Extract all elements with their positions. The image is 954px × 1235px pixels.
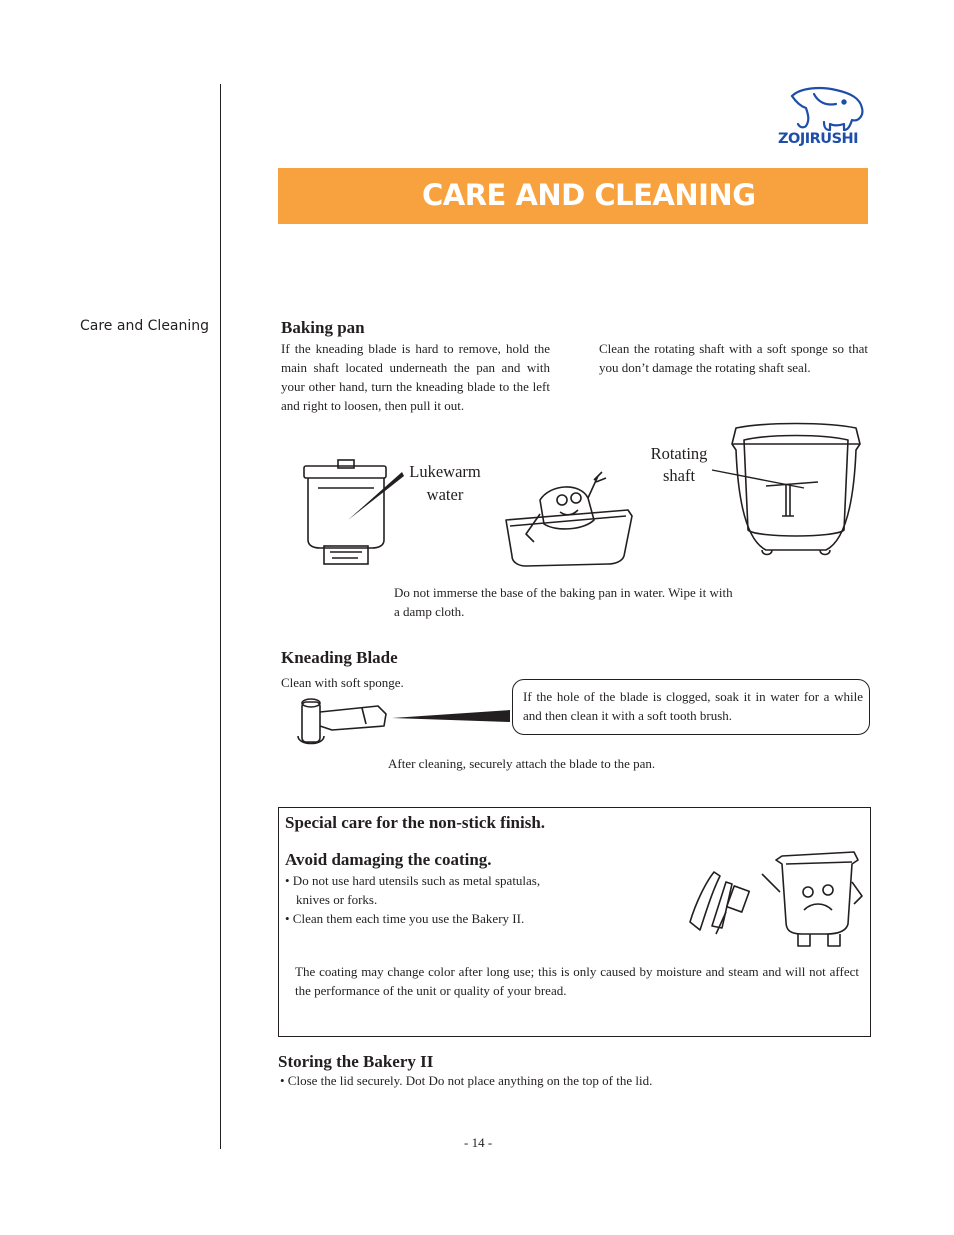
blade-pointer-line bbox=[392, 708, 512, 728]
utensils-and-pan-illustration bbox=[686, 842, 866, 952]
label-rotating: Rotating bbox=[650, 444, 708, 463]
page-title: CARE AND CLEANING bbox=[422, 178, 756, 212]
section-heading-kneading-blade: Kneading Blade bbox=[281, 648, 398, 667]
kneading-blade-instructions: Clean with soft sponge. bbox=[281, 675, 404, 690]
immerse-warning-line-1: Do not immerse the base of the baking pan in water. Wipe it with bbox=[394, 585, 733, 600]
shaft-pointer-line bbox=[710, 468, 810, 498]
label-lukewarm: Lukewarm bbox=[409, 462, 481, 481]
bullet-clean-each-time: • Clean them each time you use the Bakery II. bbox=[285, 911, 525, 926]
avoid-damage-heading: Avoid damaging the coating. bbox=[285, 850, 492, 869]
kneading-blade-illustration bbox=[292, 696, 402, 752]
cartoon-pan-basin-illustration bbox=[500, 470, 640, 570]
sidebar-divider bbox=[220, 84, 221, 1149]
logo-wordmark: ZOJIRUSHI bbox=[778, 131, 859, 147]
pan-water-illustration bbox=[298, 458, 408, 568]
sidebar-item-care-and-cleaning[interactable]: Care and Cleaning bbox=[80, 318, 210, 334]
baking-pan-instructions: If the kneading blade is hard to remove, hold the main shaft located underneath the pan and with your other hand, turn the kneading blade to the left and right to loosen, then pull it out. bbox=[281, 341, 550, 413]
rotating-shaft-instructions: Clean the rotating shaft with a soft sponge so that you don’t damage the rotating shaft seal. bbox=[599, 341, 868, 375]
section-heading-baking-pan: Baking pan bbox=[281, 318, 365, 337]
immerse-warning-line-2: a damp cloth. bbox=[394, 604, 465, 619]
special-care-heading: Special care for the non-stick finish. bbox=[285, 813, 546, 832]
coating-color-note: The coating may change color after long use; this is only caused by moisture and steam and will not affect the performance of the unit or quality of your bread. bbox=[295, 964, 859, 998]
storing-instruction: • Close the lid securely. Dot Do not place anything on the top of the lid. bbox=[280, 1073, 653, 1088]
label-water: water bbox=[426, 485, 464, 504]
attach-blade-note: After cleaning, securely attach the blade to the pan. bbox=[388, 756, 656, 771]
label-shaft: shaft bbox=[662, 466, 696, 485]
bullet-hard-utensils: • Do not use hard utensils such as metal spatulas, bbox=[285, 873, 541, 888]
page-number: - 14 - bbox=[464, 1135, 493, 1150]
blade-callout-text: If the hole of the blade is clogged, soak it in water for a while and then clean it with a soft tooth brush. bbox=[523, 689, 863, 723]
bullet-hard-utensils-continued: knives or forks. bbox=[296, 892, 378, 907]
section-heading-storing: Storing the Bakery II bbox=[278, 1052, 434, 1071]
